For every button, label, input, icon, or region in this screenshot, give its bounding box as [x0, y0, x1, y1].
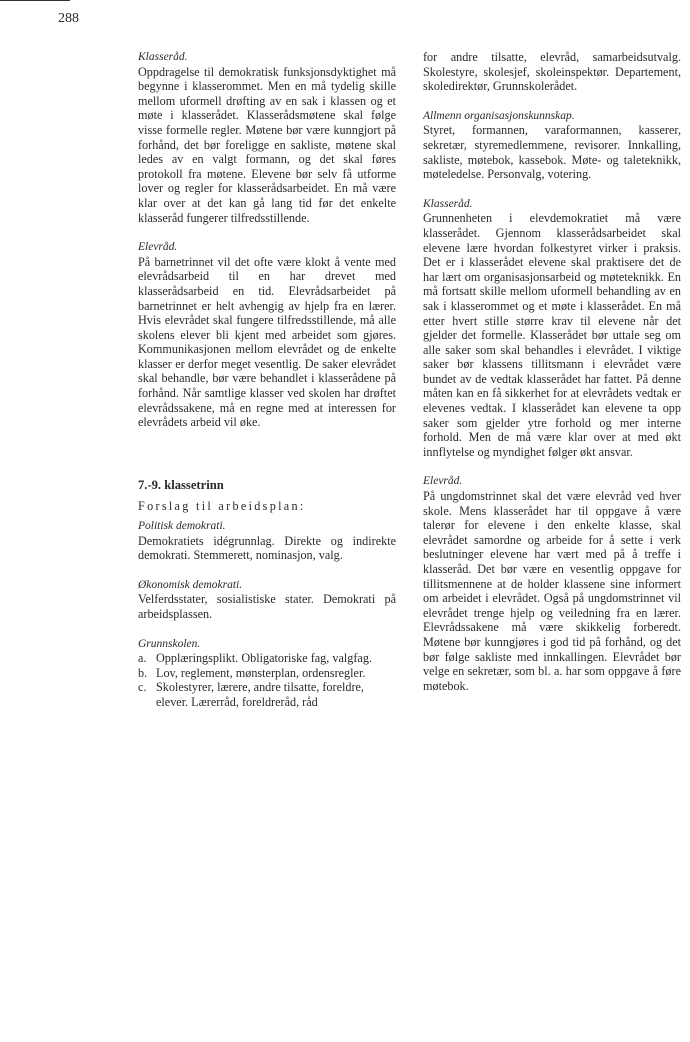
continuation-block — [423, 50, 681, 94]
section-klasserad-barnetrinn — [138, 50, 396, 225]
paragraph-continuation: for andre tilsatte, elevråd, samarbeidsutvalg. Skolestyre, skolesjef, skoleinspektør. Departement, skoledirektør, Grunnskolerådet. — [423, 50, 681, 94]
section-grunnskolen — [138, 637, 396, 710]
list-marker: a. — [138, 651, 147, 666]
list-item — [138, 666, 396, 681]
right-column — [423, 50, 681, 708]
list-marker: c. — [138, 680, 147, 695]
paragraph-elevrad: På barnetrinnet vil det ofte være klokt å vente med elevrådsarbeid til en har drevet med klasserådsarbeid en tid. Elevrådsarbeidet på barnetrinnet er helt avhengig av hjelp fra en lærer. Hvis elevrådet skal fungere tilfredsstillende, må alle skolens elever bli kjent med arbeidet som gjøres. Kommunikasjonen mellom elevrådet og de enkelte klasser er derfor meget vesentlig. De saker elevrådet skal behandle, bør være behandlet i klasserådene på forhånd. Når samtlige klasser ved skolen har drøftet elevrådssakene, må en regne med at interessen for elevrådets arbeid vil øke. — [138, 254, 396, 430]
left-column — [138, 50, 396, 725]
heading-elevrad: Elevråd. — [138, 241, 178, 254]
forslag-subtitle: Forslag til arbeidsplan: — [138, 499, 306, 514]
section-politisk-demokrati — [138, 519, 396, 563]
list-item-text: Skolestyrer, lærere, andre tilsatte, foreldre, elever. Lærerråd, foreldreråd, råd — [156, 680, 364, 709]
list-item — [138, 651, 396, 666]
heading-okonomisk-demokrati: Økonomisk demokrati. — [138, 578, 243, 591]
heading-politisk-demokrati: Politisk demokrati. — [138, 520, 226, 533]
section-klasserad-ungdomstrinn — [423, 197, 681, 460]
paragraph-politisk-demokrati: Demokratiets idégrunnlag. Direkte og indirekte demokrati. Stemmerett, nominasjon, valg. — [138, 533, 396, 563]
top-rule — [0, 0, 70, 1]
section-okonomisk-demokrati — [138, 578, 396, 622]
section-title-7-9: 7.-9. klassetrinn — [138, 477, 224, 492]
list-item — [138, 680, 396, 709]
page-number: 288 — [58, 11, 79, 26]
heading-elevrad: Elevråd. — [423, 475, 463, 488]
paragraph-allmenn-organisasjonskunnskap: Styret, formannen, varaformannen, kasserer, sekretær, styremedlemmene, revisorer. Innkalling, sakliste, møtebok, kassebok. Møte- og taleteknikk, møteledelse. Personvalg, votering. — [423, 123, 681, 182]
heading-klasserad: Klasseråd. — [138, 51, 188, 63]
heading-klasserad: Klasseråd. — [423, 197, 473, 210]
list-item-text: Opplæringsplikt. Obligatoriske fag, valgfag. — [156, 651, 372, 666]
heading-grunnskolen: Grunnskolen. — [138, 637, 201, 650]
list-item-text: Lov, reglement, mønsterplan, ordensregler. — [156, 665, 366, 680]
paragraph-okonomisk-demokrati: Velferdsstater, sosialistiske stater. Demokrati på arbeidsplassen. — [138, 592, 396, 621]
section-elevrad-ungdomstrinn — [423, 474, 681, 693]
paragraph-klasserad: Oppdragelse til demokratisk funksjonsdyktighet må begynne i klasserommet. Men en må tydelig skille mellom uformell drøfting av en sak i klassen og et møte i klasserådet. Klasserådsmøtene skal følge visse formelle regler. Møtene bør være kunngjort på forhånd, det bør foreligge en sakliste, møtene skal ledes av en valgt formann, og det skal føres protokoll fra møtene. Elevene bør selv få utforme lover og regler for klasserådsarbeidet. En må være klar over at det kan gå lang tid før det enkelte klasseråd fungerer tilfredsstillende. — [138, 64, 396, 225]
section-elevrad-barnetrinn — [138, 240, 396, 430]
paragraph-klasserad: Grunnenheten i elevdemokratiet må være klasserådet. Gjennom klasserådsarbeidet skal elevene lære hvordan folkestyret virker i praksis. Det er i klasserådet elevene skal praktisere det de har lært om organisasjonsarbeid og møteteknikk. En må fortsatt skille mellom uformell behandling av en sak i klasserommet og et møte i klasserådet. En må etter hvert stille større krav til elevene når det gjelder det formelle. Klasserådet bør uttale seg om alle saker som skal behandles i elevrådet. I viktige saker bør klassens tillitsmann i elevrådet være bundet av de vedtak klasserådet har fattet. På denne måten kan en få sikkerhet for at elevrådets vedtak er elevenes vedtak. I klasserådet kan elevene ta opp saker som gjelder ytre forhold og mer interne forhold. Men de må være klar over at med økt innflytelse og myndighet følger økt ansvar. — [423, 211, 681, 459]
heading-allmenn-organisasjonskunnskap: Allmenn organisasjonskunnskap. — [423, 109, 575, 122]
list-marker: b. — [138, 665, 148, 680]
paragraph-elevrad: På ungdomstrinnet skal det være elevråd ved hver skole. Mens klasserådet har til oppgave å være talerør for elevene i den enkelte klasse, skal elevrådet samordne og arbeide for å sette i verk beslutninger elevene har vært med på å treffe i klasseråd. Det bør være en vesentlig oppgave for tillitsmennene at de holder klassene sine informert om arbeidet i elevrådet. Også på ungdomstrinnet vil elevrådet trenge hjelp og veiledning fra en lærer. Elevrådssakene må være skikkelig forberedt. Møtene bør kunngjøres i god tid på forhånd, og det bør følge sakliste med innkallingen. Elevrådet bør velge en sekretær, som bl. a. har som oppgave å føre møtebok. — [423, 489, 681, 693]
section-allmenn-organisasjonskunnskap — [423, 109, 681, 182]
grunnskolen-list — [138, 651, 396, 709]
